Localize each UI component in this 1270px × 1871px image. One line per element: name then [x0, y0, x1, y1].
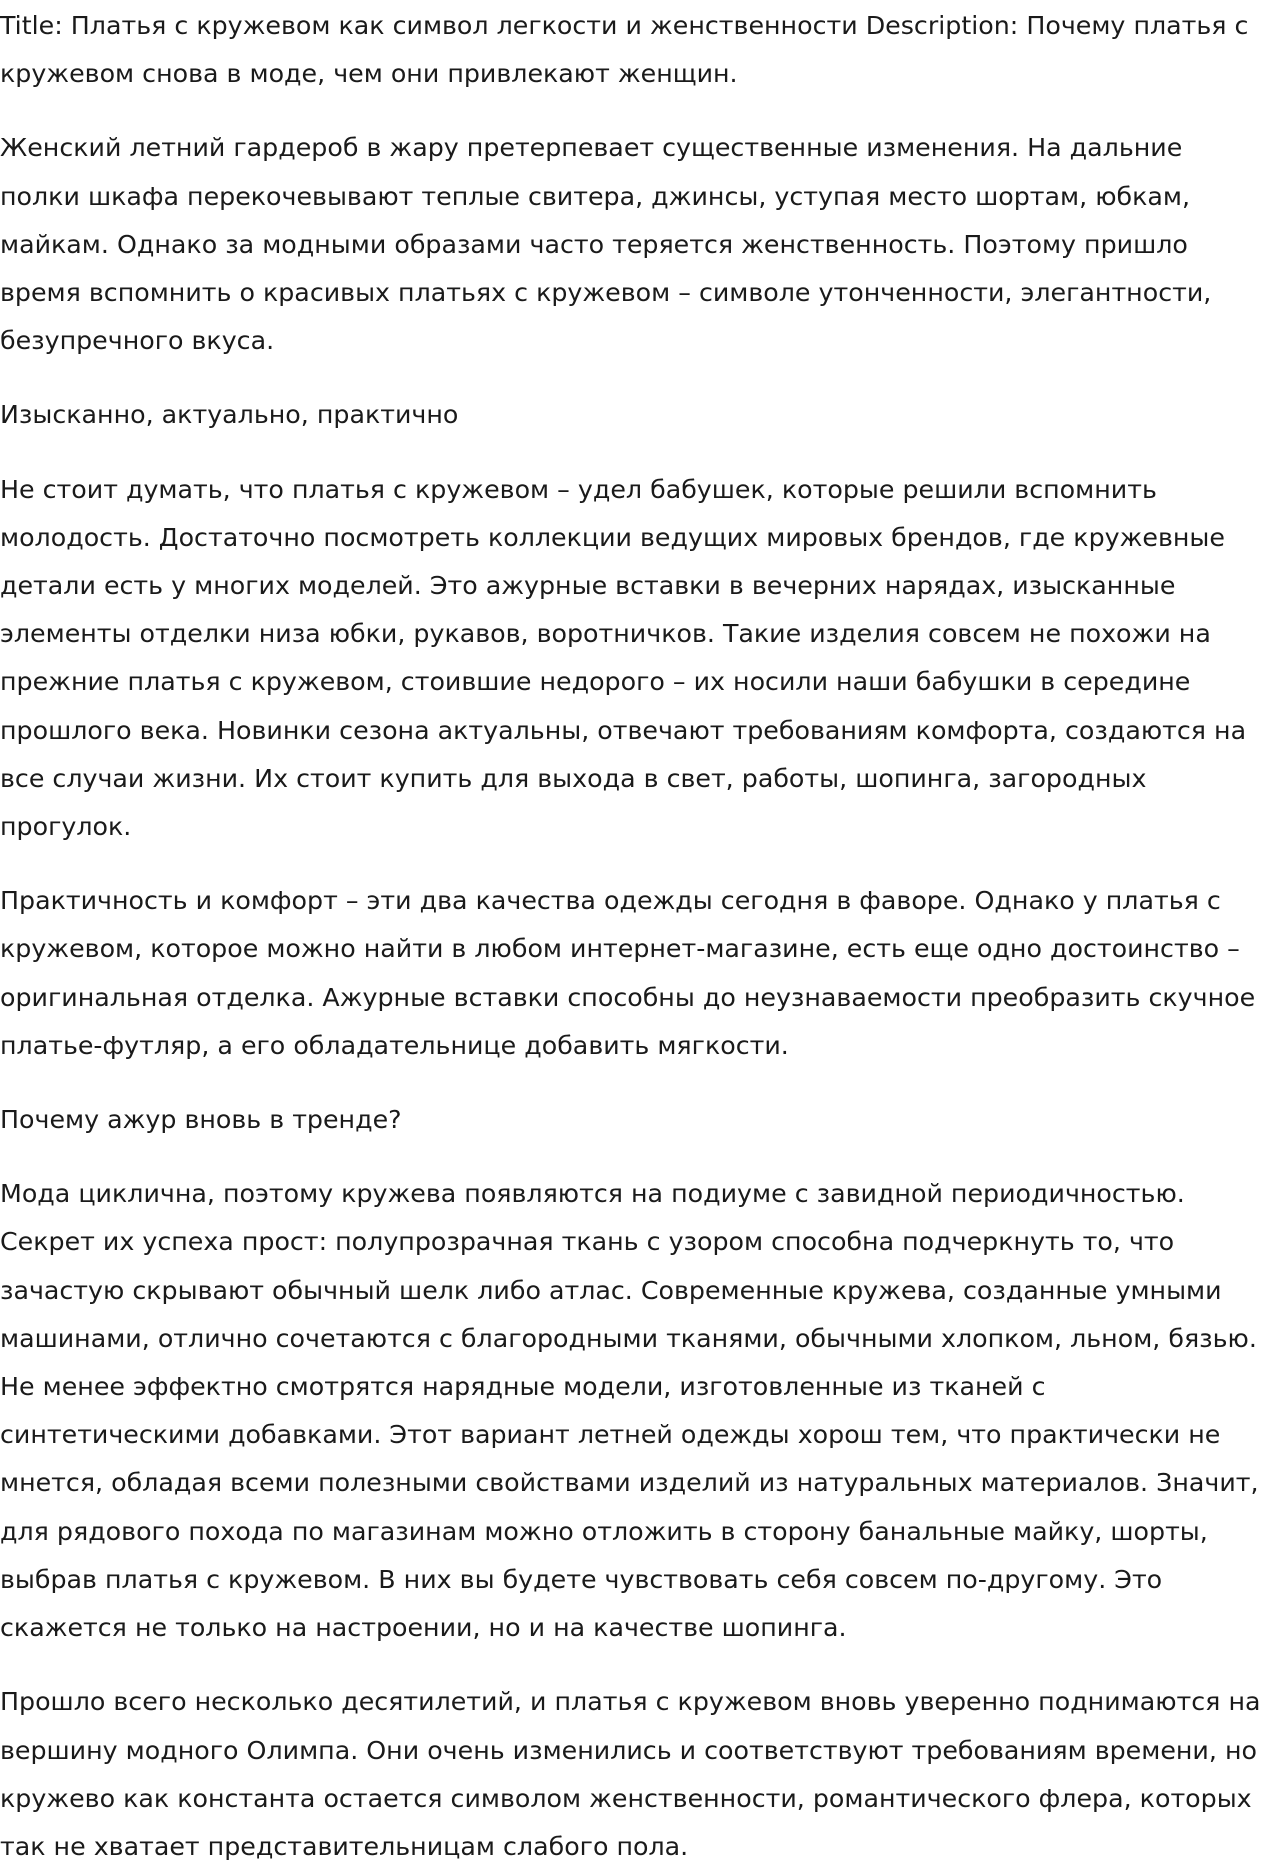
- paragraph-practicality-comfort: Практичность и комфорт – эти два качества одежды сегодня в фаворе. Однако у платья с кружевом, которое можно найти в любом интернет-магазине, есть еще одно достоинство – оригинальная отделка. Ажурные вставки способны до неузнаваемости преобразить скучное платье-футляр, а его обладательнице добавить мягкости.: [0, 886, 1256, 1060]
- intro-paragraph: Женский летний гардероб в жару претерпевает существенные изменения. На дальние полки шкафа перекочевывают теплые свитера, джинсы, уступая место шортам, юбкам, майкам. Однако за модными образами часто теряется женственность. Поэтому пришло время вспомнить о красивых платьях с кружевом – символе утонченности, элегантности, безупречного вкуса.: [0, 133, 1212, 356]
- paragraph-fashion-cyclic: Мода циклична, поэтому кружева появляются на подиуме с завидной периодичностью. Секрет их успеха прост: полупрозрачная ткань с узором способна подчеркнуть то, что зачастую скрывают обычный шелк либо атлас. Современные кружева, созданные умными машинами, отлично сочетаются с благородными тканями, обычными хлопком, льном, бязью. Не менее эффектно смотрятся нарядные модели, изготовленные из тканей с синтетическими добавками. Этот вариант летней одежды хорош тем, что практически не мнется, обладая всеми полезными свойствами изделий из натуральных материалов. Значит, для рядового похода по магазинам можно отложить в сторону банальные майку, шорты, выбрав платья с кружевом. В них вы будете чувствовать себя совсем по-другому. Это скажется не только на настроении, но и на качестве шопинга.: [0, 1179, 1259, 1643]
- title-description-line: Title: Платья с кружевом как символ легкости и женственности Description: Почему платья с кружевом снова в моде, чем они привлекают женщин.: [0, 11, 1249, 89]
- section-heading-why-trend: Почему ажур вновь в тренде?: [0, 1105, 402, 1135]
- section-heading-elegant-practical: Изысканно, актуально, практично: [0, 400, 459, 430]
- closing-paragraph: Прошло всего несколько десятилетий, и платья с кружевом вновь уверенно поднимаются на вершину модного Олимпа. Они очень изменились и соответствуют требованиям времени, но кружево как константа остается символом женственности, романтического флера, которых так не хватает представительницам слабого пола.: [0, 1687, 1261, 1861]
- paragraph-not-for-grandmothers: Не стоит думать, что платья с кружевом – удел бабушек, которые решили вспомнить молодость. Достаточно посмотреть коллекции ведущих мировых брендов, где кружевные детали есть у многих моделей. Это ажурные вставки в вечерних нарядах, изысканные элементы отделки низа юбки, рукавов, воротничков. Такие изделия совсем не похожи на прежние платья с кружевом, стоившие недорого – их носили наши бабушки в середине прошлого века. Новинки сезона актуальны, отвечают требованиям комфорта, создаются на все случаи жизни. Их стоит купить для выхода в свет, работы, шопинга, загородных прогулок.: [0, 474, 1247, 842]
